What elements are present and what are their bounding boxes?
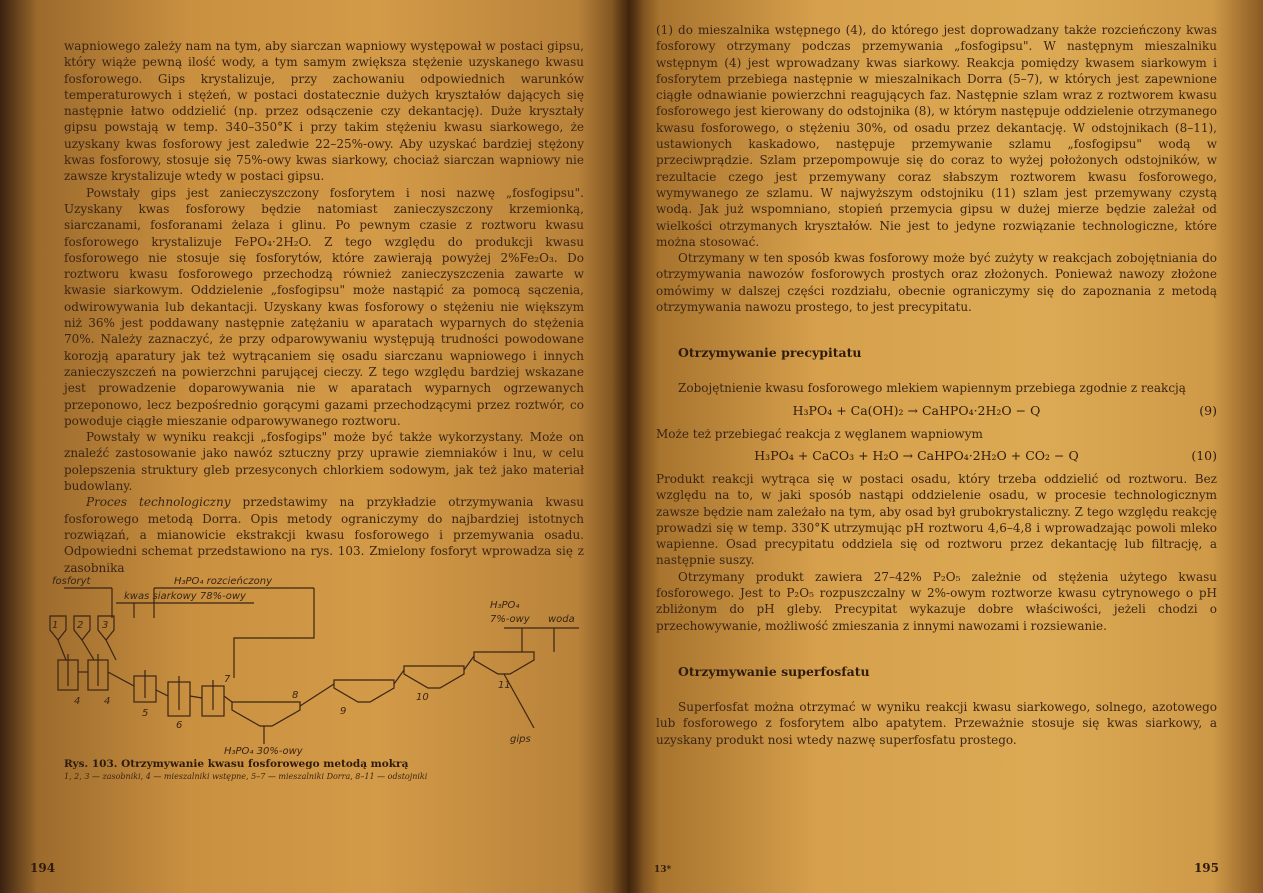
num-4a: 4 xyxy=(74,695,81,707)
num-2: 2 xyxy=(77,619,84,631)
right-paragraph-7: Superfosfat można otrzymać w wyniku reakcji kwasu siarkowego, solnego, azotowego lub fosforowego z fosforytem albo apatytem. Przeważnie stosuje się kwas siarkowy, a uzyskany produkt nosi wtedy nazwę superfosfatu prostego. xyxy=(656,699,1217,747)
label-h3po4-top: H₃PO₄ xyxy=(490,599,520,611)
right-page-text xyxy=(656,22,1217,748)
label-woda: woda xyxy=(548,613,575,625)
italic-term: Proces technologiczny xyxy=(86,495,231,510)
figure-caption-legend: 1, 2, 3 — zasobniki, 4 — mieszalniki wstępne, 5–7 — mieszalniki Dorra, 8–11 — odstojniki xyxy=(64,771,428,781)
heading-superfosfat: Otrzymywanie superfosfatu xyxy=(678,663,870,679)
equation-10-formula: H₃PO₄ + CaCO₃ + H₂O → CaHPO₄·2H₂O + CO₂ − Q xyxy=(754,447,1079,463)
num-7: 7 xyxy=(224,673,231,685)
equation-9-formula: H₃PO₄ + Ca(OH)₂ → CaHPO₄·2H₂O − Q xyxy=(792,402,1041,418)
right-paragraph-2: Otrzymany w ten sposób kwas fosforowy może być zużyty w reakcjach zobojętniania do otrzymywania nawozów fosforowych prostych oraz złożonych. Ponieważ nawozy złożone omówimy w dalszej części rozdziału, obecnie ograniczymy się do zapoznania z metodą otrzymywania nawozu prostego, to jest precypitatu. xyxy=(656,251,1217,315)
left-page-text xyxy=(64,38,584,576)
num-1: 1 xyxy=(52,619,59,631)
right-paragraph-3: Zobojętnienie kwasu fosforowego mlekiem wapiennym przebiega zgodnie z reakcją xyxy=(678,381,1186,396)
right-paragraph-6: Otrzymany produkt zawiera 27–42% P₂O₅ zależnie od stężenia użytego kwasu fosforowego. Jest to P₂O₅ rozpuszczalny w 2%-owym roztworze kwasu cytrynowego o pH zbliżonym do pH gleby. Precypitat wykazuje dobre właściwości, jeżeli chodzi o przechowywanie, możliwość zmieszania z innymi nawozami i rozsiewanie. xyxy=(656,569,1217,633)
num-10: 10 xyxy=(416,691,429,703)
equation-9 xyxy=(656,403,1217,418)
num-11: 11 xyxy=(498,679,511,691)
equation-9-number: (9) xyxy=(1199,402,1217,418)
left-paragraph-3: Powstały w wyniku reakcji „fosfogips" może być także wykorzystany. Może on znaleźć zastosowanie jako nawóz sztuczny przy uprawie ziemniaków i lnu, w celu polepszenia struktury gleb przesyconych chlorkiem sodowym, jak też jako materiał budowlany. xyxy=(64,430,584,494)
process-diagram xyxy=(52,575,584,758)
left-paragraph-2: Powstały gips jest zanieczyszczony fosforytem i nosi nazwę „fosfogipsu". Uzyskany kwas fosforowy będzie natomiast zanieczyszczony krzemionką, siarczanami, fosforanami żelaza i glinu. Po pewnym czasie z roztworu kwasu fosforowego krystalizuje FePO₄·2H₂O. Z tego względu do produkcji kwasu fosforowego nie stosuje się fosforytów, które zawierają powyżej 2%Fe₂O₃. Do roztworu kwasu fosforowego przechodzą również zanieczyszczenia zawarte w kwasie siarkowym. Oddzielenie „fosfogipsu" może nastąpić za pomocą sączenia, odwirowywania lub dekantacji. Uzyskany kwas fosforowy o stężeniu nie większym niż 36% jest poddawany następnie zatężaniu w aparatach wyparnych do stężenia 70%. Należy zaznaczyć, że przy odparowywaniu występują trudności powodowane korozją aparatury jak też wytrącaniem się osadu siarczanu wapniowego i innych zanieczyszczeń na powierzchni parującej cieczy. Z tego względu bardziej wskazane jest prowadzenie doparowywania nie w aparatach wyparnych ogrzewanych przeponowo, lecz bezpośrednio gorącymi gazami przechodzącymi przez roztwór, co powoduje ciągłe mieszanie odparowywanego roztworu. xyxy=(64,185,584,428)
printer-signature: 13* xyxy=(654,865,672,875)
label-gips: gips xyxy=(510,733,531,745)
left-paragraph-4 xyxy=(64,494,584,575)
left-page xyxy=(0,0,628,893)
num-3: 3 xyxy=(102,619,109,631)
book-gutter xyxy=(612,0,644,893)
left-paragraph-4-rest: przedstawimy na przykładzie otrzymywania kwasu fosforowego metodą Dorra. Opis metody ograniczymy do najbardziej istotnych rozwiązań, a mianowicie ekstrakcji kwasu fosforowego i przemywania osadu. Odpowiedni schemat przedstawiono na rys. 103. Zmielony fosforyt wprowadza się z zasobnika xyxy=(64,495,584,575)
label-h3po4-output: H₃PO₄ 30%-owy xyxy=(224,745,303,757)
equation-10 xyxy=(656,448,1217,463)
num-5: 5 xyxy=(142,707,149,719)
num-8: 8 xyxy=(292,689,299,701)
process-diagram-svg xyxy=(52,575,584,758)
right-paragraph-5: Produkt reakcji wytrąca się w postaci osadu, który trzeba oddzielić od roztworu. Bez względu na to, w jaki sposób nastąpi oddzielenie osadu, w procesie technologicznym zawsze będzie nam zależało na tym, aby osad był grubokrystaliczny. Z tego względu reakcję prowadzi się w temp. 330°K utrzymując pH roztworu 4,6–4,8 i wprowadzając powoli mleko wapienne. Osad precypitatu oddziela się od roztworu przez dekantację lub filtrację, a następnie suszy. xyxy=(656,471,1217,568)
equation-10-number: (10) xyxy=(1191,447,1217,463)
page-number-left: 194 xyxy=(30,861,56,875)
figure-caption: Rys. 103. Otrzymywanie kwasu fosforowego metodą mokrą xyxy=(64,757,409,770)
heading-precypitat: Otrzymywanie precypitatu xyxy=(678,345,862,361)
label-fosforyt: fosforyt xyxy=(52,575,91,587)
page-number-right: 195 xyxy=(1193,861,1219,875)
right-page xyxy=(628,0,1263,893)
label-h3po4-percent: 7%-owy xyxy=(490,613,530,625)
num-6: 6 xyxy=(176,719,183,731)
num-4b: 4 xyxy=(104,695,111,707)
label-sulfuric-acid: kwas siarkowy 78%-owy xyxy=(124,590,246,602)
num-9: 9 xyxy=(340,705,347,717)
right-paragraph-4: Może też przebiegać reakcja z węglanem wapniowym xyxy=(656,426,983,441)
label-h3po4-diluted: H₃PO₄ rozcieńczony xyxy=(174,575,272,587)
right-paragraph-1: (1) do mieszalnika wstępnego (4), do którego jest doprowadzany także rozcieńczony kwas fosforowy otrzymany podczas przemywania „fosfogipsu". W następnym mieszalniku wstępnym (4) jest wprowadzany kwas siarkowy. Reakcja pomiędzy kwasem siarkowym i fosforytem przebiega następnie w mieszalnikach Dorra (5–7), w których jest zapewnione ciągłe odnawianie powierzchni reagujących faz. Następnie szlam wraz z roztworem kwasu fosforowego jest kierowany do odstojnika (8), w którym następuje oddzielenie otrzymanego kwasu fosforowego, o stężeniu 30%, od osadu przez dekantację. W odstojnikach (8–11), ustawionych kaskadowo, następuje przemywanie szlamu „fosfogipsu" wodą w przeciwprądzie. Szlam przepompowuje się do coraz to wyżej położonych odstojników, w rezultacie czego jest przemywany coraz słabszym roztworem kwasu fosforowego, wymywanego ze szlamu. W najwyższym odstojniku (11) szlam jest przemywany czystą wodą. Jak już wspomniano, stopień przemycia gipsu w dużej mierze będzie zależał od wielkości otrzymanych kryształów. Nie jest to jedyne rozwiązanie technologiczne, które można stosować. xyxy=(656,23,1217,249)
left-paragraph-1: wapniowego zależy nam na tym, aby siarczan wapniowy występował w postaci gipsu, który wiąże pewną ilość wody, a tym samym zwiększa stężenie uzyskanego kwasu fosforowego. Gips krystalizuje, przy zachowaniu odpowiednich warunków temperaturowych i stężeń, w postaci dostatecznie dużych kryształów dających się następnie łatwo oddzielić (np. przez odsączenie czy dekantację). Duże kryształy gipsu powstają w temp. 340–350°K i przy takim stężeniu kwasu siarkowego, że uzyskany kwas fosforowy jest zaledwie 22–25%-owy. Aby uzyskać bardziej stężony kwas fosforowy, stosuje się 75%-owy kwas siarkowy, chociaż siarczan wapniowy nie zawsze krystalizuje wtedy w postaci gipsu. xyxy=(64,39,584,184)
